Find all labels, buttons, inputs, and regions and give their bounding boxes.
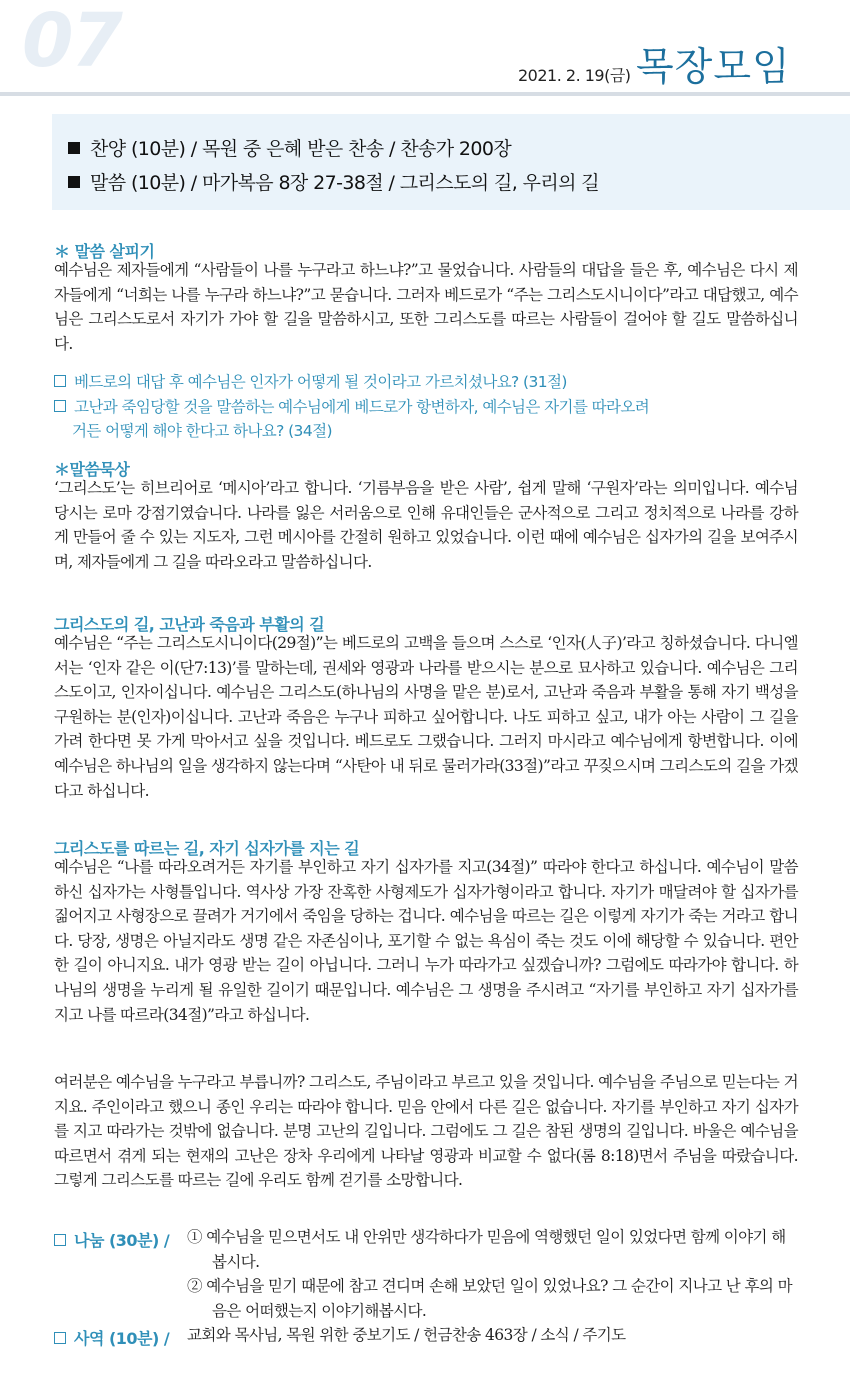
summary-praise-text: 찬양 (10분) / 목원 중 은혜 받은 찬송 / 찬송가 200장 (90, 138, 512, 160)
path-of-christ-heading: 그리스도의 길, 고난과 죽음과 부활의 길 (54, 615, 325, 634)
follow-path-body: 예수님은 “나를 따라오려거든 자기를 부인하고 자기 십자가를 지고(34절)” 따라야 한다고 하십니다. 예수님이 말씀하신 십자가는 사형틀입니다. 역사상 가장 잔혹한 사형제도가 십자가형이라고 합니다. 자기가 매달려야 할 십자가를 짊어지고 사형장으로 끌려가 거기에서 죽임을 당하는 겁니다. 예수님을 따르는 길은 이렇게 자기가 죽는 거라고 합니다. 당장, 생명은 아닐지라도 생명 같은 자존심이나, 포기할 수 없는 욕심이 죽는 것도 이에 해당할 수 있습니다. 편안한 길이 아니지요. 내가 영광 받는 길이 아닙니다. 그러니 누가 따라가고 싶겠습니까? 그럼에도 따라가야 합니다. 하나님의 생명을 누리게 될 유일한 길이기 때문입니다. 예수님은 그 생명을 주시려고 “자기를 부인하고 자기 십자가를 지고 나를 따르라(34절)”라고 하십니다. (54, 858, 798, 1024)
question-item (54, 370, 814, 395)
question-continuation: 거든 어떻게 해야 한다고 하나요? (34절) (72, 422, 332, 441)
square-bullet-icon (68, 176, 80, 188)
meditation-heading: ＊말씀묵상 (54, 460, 130, 479)
ministry-text: 교회와 목사님, 목원 위한 중보기도 / 헌금찬송 463장 / 소식 / 주기도 (187, 1326, 626, 1344)
checkbox-icon (54, 1332, 66, 1344)
sharing-items (187, 1225, 799, 1323)
page-title: 목장모임 (636, 45, 791, 90)
summary-box (52, 114, 850, 210)
sharing-item: ① 예수님을 믿으면서도 내 안위만 생각하다가 믿음에 역행했던 일이 있었다면 함께 이야기 해봅시다. (187, 1228, 786, 1271)
summary-word-text: 말씀 (10분) / 마가복음 8장 27-38절 / 그리스도의 길, 우리의 길 (90, 172, 600, 194)
meditation-body: ‘그리스도’는 히브리어로 ‘메시아’라고 합니다. ‘기름부음을 받은 사람’, 쉽게 말해 ‘구원자’라는 의미입니다. 예수님 당시는 로마 강점기였습니다. 나라를 잃은 서러움으로 인해 유대인들은 군사적으로 그리고 정치적으로 나라를 강하게 만들어 줄 수 있는 지도자, 그런 메시아를 간절히 원하고 있었습니다. 이런 때에 예수님은 십자가의 길을 보여주시며, 제자들에게 그 길을 따라오라고 말씀하십니다. (54, 479, 798, 571)
closing-body: 여러분은 예수님을 누구라고 부릅니까? 그리스도, 주님이라고 부르고 있을 것입니다. 예수님을 주님으로 믿는다는 거지요. 주인이라고 했으니 종인 우리는 따라야 합니다. 믿음 안에서 다른 길은 없습니다. 자기를 부인하고 자기 십자가를 지고 따라가는 것밖에 없습니다. 분명 고난의 길입니다. 그럼에도 그 길은 참된 생명의 길입니다. 바울은 예수님을 따르면서 겪게 되는 현재의 고난은 장차 우리에게 나타날 영광과 비교할 수 없다(롬 8:18)면서 주님을 따랐습니다. 그렇게 그리스도를 따르는 길에 우리도 함께 걷기를 소망합니다. (54, 1073, 798, 1190)
square-bullet-icon (68, 142, 80, 154)
observe-heading: ＊ 말씀 살피기 (54, 242, 155, 261)
sharing-label (54, 1228, 169, 1251)
follow-path-heading: 그리스도를 따르는 길, 자기 십자가를 지는 길 (54, 839, 360, 858)
path-of-christ-body: 예수님은 “주는 그리스도시니이다(29절)”는 베드로의 고백을 들으며 스스로 ‘인자(人子)’라고 칭하셨습니다. 다니엘서는 ‘인자 같은 이(단7:13)’를 말하는데, 권세와 영광과 나라를 받으시는 분으로 묘사하고 있습니다. 예수님은 그리스도이고, 인자이십니다. 예수님은 그리스도(하나님의 사명을 맡은 분)로서, 고난과 죽음과 부활을 통해 자기 백성을 구원하는 분(인자)이십니다. 고난과 죽음은 누구나 피하고 싶어합니다. 나도 피하고 싶고, 내가 아는 사람이 그 길을 가려 한다면 못 가게 막아서고 싶을 것입니다. 베드로도 그랬습니다. 그러지 마시라고 예수님에게 항변합니다. 이에 예수님은 하나님의 일을 생각하지 않는다며 “사탄아 내 뒤로 물러가라(33절)”라고 꾸짖으시며 그리스도의 길을 가겠다고 하십니다. (54, 634, 798, 800)
summary-praise (68, 134, 511, 161)
checkbox-icon (54, 375, 66, 387)
meeting-date: 2021. 2. 19(금) (518, 66, 631, 85)
question-item (54, 395, 814, 420)
checkbox-icon (54, 400, 66, 412)
checkbox-icon (54, 1234, 66, 1246)
observe-body: 예수님은 제자들에게 “사람들이 나를 누구라고 하느냐?”고 물었습니다. 사람들의 대답을 들은 후, 예수님은 다시 제자들에게 “너희는 나를 누구라 하느냐?”고 묻습니다. 그러자 베드로가 “주는 그리스도시니이다”라고 대답했고, 예수님은 그리스도로서 자기가 가야 할 길을 말씀하시고, 또한 그리스도를 따르는 사람들이 걸어야 할 길도 말씀하십니다. (54, 261, 798, 353)
question-text: 고난과 죽임당할 것을 말씀하는 예수님에게 베드로가 항변하자, 예수님은 자기를 따라오려 (74, 397, 650, 416)
page-number: 07 (22, 0, 121, 84)
sharing-item: ② 예수님을 믿기 때문에 참고 견디며 손해 보았던 일이 있었나요? 그 순간이 지나고 난 후의 마음은 어떠했는지 이야기해봅시다. (187, 1277, 792, 1320)
question-text: 베드로의 대답 후 예수님은 인자가 어떻게 될 것이라고 가르치셨나요? (31절) (74, 373, 567, 391)
header-divider (0, 92, 850, 96)
ministry-label (54, 1326, 169, 1349)
question-list (54, 370, 814, 444)
ministry-label-text: 사역 (10분) / (74, 1329, 170, 1348)
summary-word (68, 168, 599, 195)
sharing-label-text: 나눔 (30분) / (74, 1231, 170, 1250)
